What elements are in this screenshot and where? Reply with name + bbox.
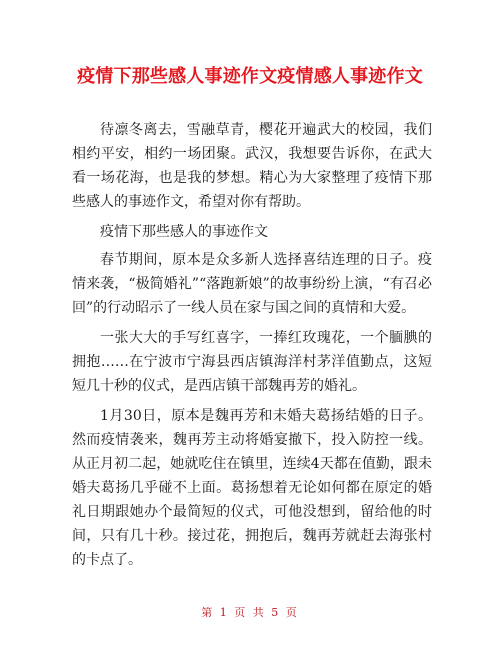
body-paragraph: 一张大大的手写红喜字，一捧红玫瑰花，一个腼腆的拥抱……在宁波市宁海县西店镇海洋村茅洋值勤点，这短短几十秒的仪式，是西店镇干部魏再芳的婚礼。 — [72, 330, 432, 394]
page-footer: 第 1 页 共 5 页 — [201, 606, 299, 619]
intro-paragraph: 待凛冬离去，雪融草青，樱花开遍武大的校园，我们相约平安，相约一场团聚。武汉，我想要告诉你，在武大看一场花海，也是我的梦想。精心为大家整理了疫情下那些感人的事迹作文，希望对你有帮助。 — [72, 122, 432, 210]
body-paragraph: 1月30日，原本是魏再芳和未婚夫葛扬结婚的日子。然而疫情袭来，魏再芳主动将婚宴撤下，投入防控一线。从正月初二起，她就吃住在镇里，连续4天都在值勤，跟未婚夫葛扬几乎碰不上面。葛扬想着无论如何都在原定的婚礼日期跟她办个最简短的仪式，可他没想到，留给他的时间，只有几十秒。接过花，拥抱后，魏再芳就赶去海张村的卡点了。 — [72, 408, 432, 568]
section-heading: 疫情下那些感人的事迹作文 — [100, 224, 268, 240]
body-paragraph: 春节期间，原本是众多新人选择喜结连理的日子。疫情来袭，“极简婚礼”“落跑新娘”的故事纷纷上演，“有召必回”的行动昭示了一线人员在家与国之间的真情和大爱。 — [72, 252, 432, 316]
document-body — [72, 118, 432, 572]
document-title: 疫情下那些感人事迹作文疫情感人事迹作文 — [77, 66, 423, 87]
